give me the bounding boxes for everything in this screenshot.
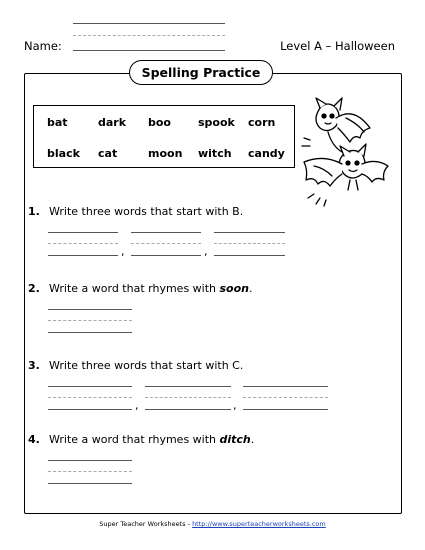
name-writing-line-mid (73, 35, 225, 36)
answer-line-top (214, 232, 285, 233)
answer-field[interactable] (48, 409, 132, 410)
footer-separator: - (185, 520, 193, 528)
answer-line-mid (48, 320, 132, 321)
answer-line-top (243, 386, 328, 387)
footer (0, 521, 425, 528)
page-title (129, 60, 273, 85)
question-number: 3. (28, 359, 40, 372)
answer-line-mid (48, 243, 118, 244)
name-label: Name: (24, 39, 62, 53)
word-bank-word: moon (148, 147, 183, 160)
comma-separator: , (204, 245, 208, 258)
word-bank-word: candy (248, 147, 285, 160)
comma-separator: , (233, 399, 237, 412)
answer-line-mid (243, 397, 328, 398)
answer-line-top (48, 232, 118, 233)
answer-field[interactable] (48, 483, 132, 484)
answer-line-mid (214, 243, 285, 244)
answer-line-top (145, 386, 231, 387)
word-bank-word: bat (47, 116, 68, 129)
word-bank-word: boo (148, 116, 171, 129)
answer-field[interactable] (214, 255, 285, 256)
question-number: 2. (28, 282, 40, 295)
word-bank-word: dark (98, 116, 127, 129)
comma-separator: , (121, 245, 125, 258)
answer-field[interactable] (48, 332, 132, 333)
bat-cartoon-icon (298, 94, 394, 216)
answer-field[interactable] (48, 255, 118, 256)
answer-field[interactable] (243, 409, 328, 410)
question-text: Write a word that rhymes with ditch. (49, 433, 255, 446)
question-text: Write three words that start with C. (49, 359, 244, 372)
question-number: 4. (28, 433, 40, 446)
answer-line-mid (48, 471, 132, 472)
comma-separator: , (135, 399, 139, 412)
page-title-text: Spelling Practice (141, 65, 261, 80)
answer-line-top (48, 460, 132, 461)
answer-line-top (48, 386, 132, 387)
answer-line-mid (131, 243, 201, 244)
answer-line-mid (145, 397, 231, 398)
answer-field[interactable] (145, 409, 231, 410)
word-bank-word: spook (198, 116, 235, 129)
word-bank-word: cat (98, 147, 118, 160)
question-text: Write three words that start with B. (49, 205, 244, 218)
name-field[interactable] (73, 50, 225, 51)
word-bank-word: corn (248, 116, 276, 129)
footer-site-name: Super Teacher Worksheets (99, 520, 186, 528)
answer-field[interactable] (131, 255, 201, 256)
name-writing-line-top (73, 23, 225, 24)
question-number: 1. (28, 205, 40, 218)
word-bank-word: black (47, 147, 80, 160)
answer-line-top (48, 309, 132, 310)
answer-line-top (131, 232, 201, 233)
level-label: Level A – Halloween (280, 39, 395, 53)
answer-line-mid (48, 397, 132, 398)
footer-link[interactable]: http://www.superteacherworksheets.com (192, 520, 326, 528)
question-text: Write a word that rhymes with soon. (49, 282, 253, 295)
word-bank-word: witch (198, 147, 232, 160)
